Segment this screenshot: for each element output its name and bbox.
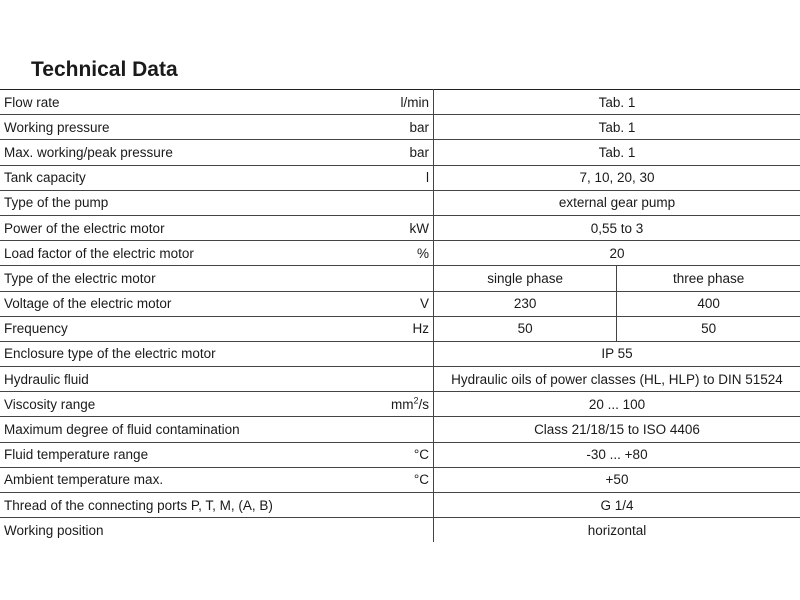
value-cell: IP 55 xyxy=(434,341,800,366)
table-row xyxy=(0,417,800,442)
value-cell-single-phase: 50 xyxy=(434,316,617,341)
unit-label: bar xyxy=(338,115,434,140)
unit-label: kW xyxy=(338,215,434,240)
value-cell: horizontal xyxy=(587,522,647,538)
unit-base: mm xyxy=(390,396,414,412)
page-title: Technical Data xyxy=(31,58,178,81)
table-row xyxy=(0,266,800,291)
parameter-label: Power of the electric motor xyxy=(0,215,338,240)
parameter-label: Frequency xyxy=(0,316,338,341)
value-cell: Tab. 1 xyxy=(434,90,800,115)
value-cell-single-phase: single phase xyxy=(434,266,617,291)
value-cell: 7, 10, 20, 30 xyxy=(434,165,800,190)
parameter-label: Hydraulic fluid xyxy=(0,367,338,392)
parameter-label: Viscosity range xyxy=(0,392,338,417)
table-row xyxy=(0,215,800,240)
value-cell: 20 xyxy=(434,241,800,266)
value-cell-three-phase: three phase xyxy=(617,266,800,291)
table-row xyxy=(0,115,800,140)
value-cell: Tab. 1 xyxy=(434,140,800,165)
parameter-label: Max. working/peak pressure xyxy=(0,140,338,165)
value-cell-three-phase: 400 xyxy=(617,291,800,316)
value-cell: -30 ... +80 xyxy=(434,442,800,467)
table-row xyxy=(0,442,800,467)
unit-label xyxy=(338,417,434,442)
parameter-label: Fluid temperature range xyxy=(0,442,338,467)
value-cell: 20 ... 100 xyxy=(434,392,800,417)
unit-label xyxy=(338,190,434,215)
value-cell-three-phase: 50 xyxy=(617,316,800,341)
unit-label: l xyxy=(338,165,434,190)
unit-label: % xyxy=(338,241,434,266)
unit-label xyxy=(338,392,434,417)
table-row xyxy=(0,392,800,417)
parameter-label: Working position xyxy=(4,522,104,538)
value-cell: Tab. 1 xyxy=(434,115,800,140)
value-cell: G 1/4 xyxy=(434,493,800,518)
table-row xyxy=(0,467,800,492)
unit-label xyxy=(338,493,434,518)
parameter-label: Thread of the connecting ports P, T, M, (A, B) xyxy=(0,493,338,518)
table-row xyxy=(0,316,800,341)
parameter-label: Enclosure type of the electric motor xyxy=(0,341,338,366)
parameter-label: Ambient temperature max. xyxy=(0,467,338,492)
unit-label: bar xyxy=(338,140,434,165)
unit-label: l/min xyxy=(338,90,434,115)
parameter-label: Voltage of the electric motor xyxy=(0,291,338,316)
table-row xyxy=(0,90,800,115)
value-cell: external gear pump xyxy=(434,190,800,215)
table-row xyxy=(0,165,800,190)
parameter-label: Type of the electric motor xyxy=(0,266,338,291)
parameter-label: Type of the pump xyxy=(0,190,338,215)
parameter-label: Tank capacity xyxy=(0,165,338,190)
unit-superscript: 2 xyxy=(413,395,419,406)
value-cell: +50 xyxy=(434,467,800,492)
value-cell-single-phase: 230 xyxy=(434,291,617,316)
table-row xyxy=(0,518,800,543)
value-cell: 0,55 to 3 xyxy=(434,215,800,240)
table-row xyxy=(0,291,800,316)
parameter-label: Flow rate xyxy=(0,90,338,115)
table-row xyxy=(0,241,800,266)
unit-label: °C xyxy=(338,467,434,492)
unit-label xyxy=(338,518,434,543)
unit-label: V xyxy=(338,291,434,316)
unit-label: °C xyxy=(338,442,434,467)
unit-label xyxy=(338,266,434,291)
unit-tail: /s xyxy=(418,396,429,412)
table-row xyxy=(0,367,800,392)
parameter-label: Maximum degree of fluid contamination xyxy=(0,417,338,442)
unit-label: Hz xyxy=(338,316,434,341)
table-row xyxy=(0,341,800,366)
unit-label xyxy=(338,367,434,392)
technical-data-table xyxy=(0,89,800,542)
table-row xyxy=(0,493,800,518)
value-cell: Hydraulic oils of power classes (HL, HLP) to DIN 51524 xyxy=(434,367,800,392)
unit-label xyxy=(338,341,434,366)
parameter-label: Load factor of the electric motor xyxy=(0,241,338,266)
table-row xyxy=(0,140,800,165)
value-cell: Class 21/18/15 to ISO 4406 xyxy=(434,417,800,442)
parameter-label: Working pressure xyxy=(0,115,338,140)
table-row xyxy=(0,190,800,215)
